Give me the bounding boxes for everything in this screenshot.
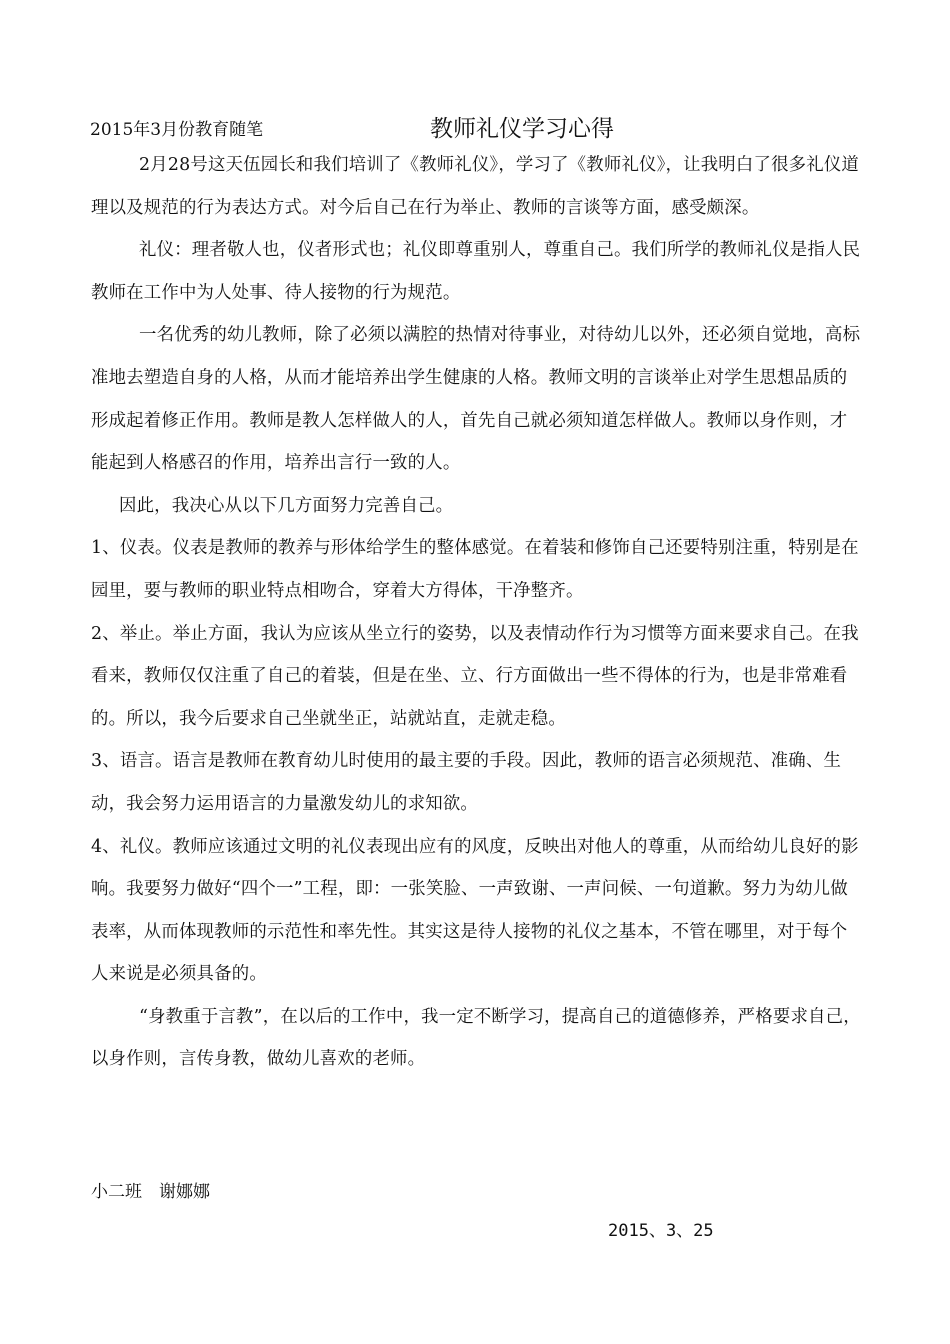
- list-item-etiquette: 4、礼仪。教师应该通过文明的礼仪表现出应有的风度，反映出对他人的尊重，从而给幼儿良好的影响。我要努力做好“四个一”工程，即：一张笑脸、一声致谢、一声问候、一句道歉。努力为幼儿做表率，从而体现教师的示范性和率先性。其实这是待人接物的礼仪之基本，不管在哪里，对于每个人来说是必须具备的。: [91, 836, 859, 985]
- paragraph-definition: 礼仪：理者敬人也，仪者形式也；礼仪即尊重别人，尊重自己。我们所学的教师礼仪是指人民教师在工作中为人处事、待人接物的行为规范。: [91, 240, 861, 303]
- list-item-language: 3、语言。语言是教师在教育幼儿时使用的最主要的手段。因此，教师的语言必须规范、准确、生动，我会努力运用语言的力量激发幼儿的求知欲。: [91, 751, 842, 814]
- list-item-appearance: 1、仪表。仪表是教师的教养与形体给学生的整体感觉。在着装和修饰自己还要特别注重，特别是在园里，要与教师的职业特点相吻合，穿着大方得体，干净整齐。: [91, 538, 859, 601]
- essay-body: [91, 144, 863, 1081]
- document-date: 2015、3、25: [608, 1221, 714, 1241]
- paragraph-resolution: 因此，我决心从以下几方面努力完善自己。: [119, 495, 454, 516]
- paragraph-conclusion: “身教重于言教”，在以后的工作中，我一定不断学习，提高自己的道德修养，严格要求自己，以身作则，言传身教，做幼儿喜欢的老师。: [91, 1006, 861, 1070]
- header-note: 2015年3月份教育随笔: [90, 120, 264, 140]
- paragraph-intro: 2月28号这天伍园长和我们培训了《教师礼仪》，学习了《教师礼仪》，让我明白了很多礼仪道理以及规范的行为表达方式。对今后自己在行为举止、教师的言谈等方面，感受颇深。: [91, 155, 860, 218]
- list-item-behavior: 2、举止。举止方面，我认为应该从坐立行的姿势，以及表情动作行为习惯等方面来要求自己。在我看来，教师仅仅注重了自己的着装，但是在坐、立、行方面做出一些不得体的行为，也是非常难看的。所以，我今后要求自己坐就坐正，站就站直，走就走稳。: [91, 623, 859, 729]
- author-signature: 小二班 谢娜娜: [91, 1182, 210, 1202]
- paragraph-excellent-teacher: 一名优秀的幼儿教师，除了必须以满腔的热情对待事业，对待幼儿以外，还必须自觉地，高标准地去塑造自身的人格，从而才能培养出学生健康的人格。教师文明的言谈举止对学生思想品质的形成起着修正作用。教师是教人怎样做人的人，首先自己就必须知道怎样做人。教师以身作则，才能起到人格感召的作用，培养出言行一致的人。: [91, 325, 861, 474]
- page-title: 教师礼仪学习心得: [430, 116, 614, 142]
